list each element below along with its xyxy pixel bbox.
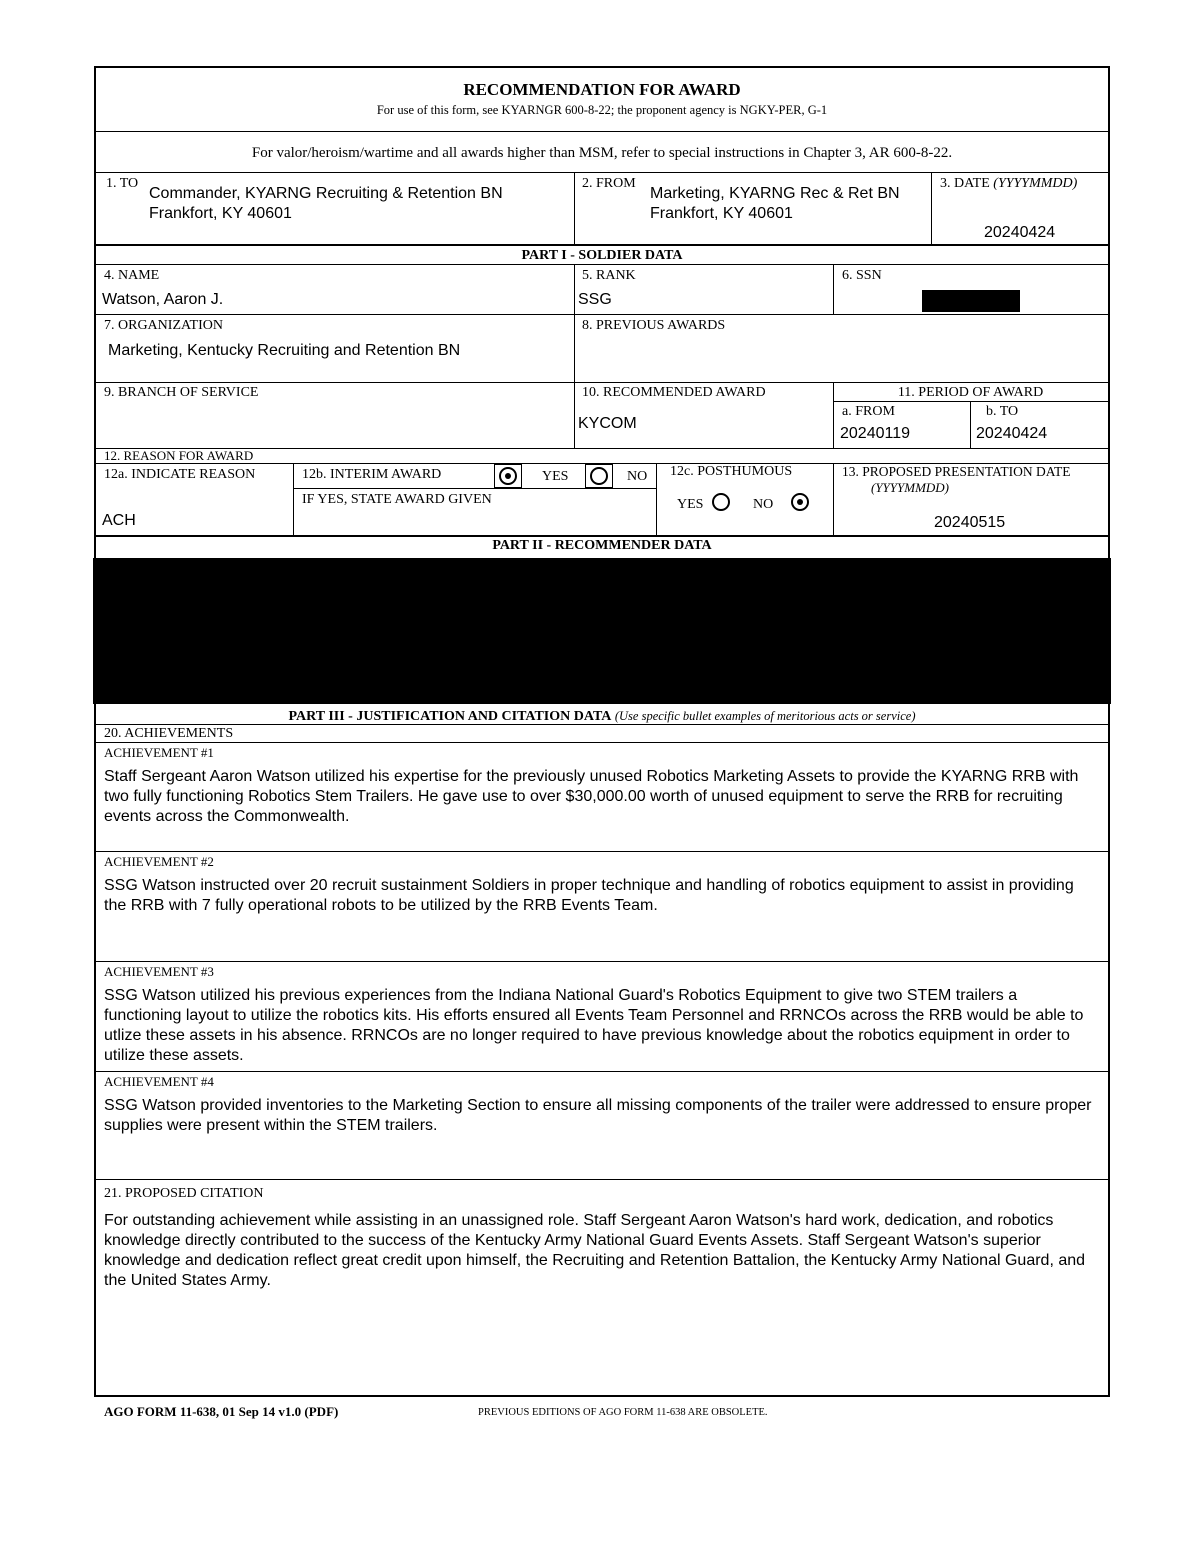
presentation-format: (YYYYMMDD): [871, 480, 950, 495]
interim-yes-radio[interactable]: [494, 464, 522, 488]
period-to-value: 20240424: [976, 425, 1048, 442]
interim-no-radio-dot: [590, 467, 608, 485]
period-from-value: 20240119: [840, 425, 910, 442]
to-line2: Frankfort, KY 40601: [149, 205, 292, 222]
prev-awards-label: 8. PREVIOUS AWARDS: [582, 318, 726, 333]
interim-no-radio[interactable]: [585, 464, 613, 488]
to-label: 1. TO: [106, 176, 139, 191]
from-line2: Frankfort, KY 40601: [650, 205, 793, 222]
special-instructions: For valor/heroism/wartime and all awards higher than MSM, refer to special instructions in Chapter 3, AR 600-8-22.: [251, 145, 953, 161]
name-label: 4. NAME: [104, 268, 160, 283]
rank-label: 5. RANK: [582, 268, 636, 283]
period-from-label: a. FROM: [842, 404, 895, 419]
part2-title: PART II - RECOMMENDER DATA: [492, 538, 712, 553]
from-label: 2. FROM: [582, 176, 636, 191]
rank-value: SSG: [578, 291, 612, 308]
org-label: 7. ORGANIZATION: [104, 318, 223, 333]
interim-yes-radio-dot: [499, 467, 517, 485]
achievement-1-label: ACHIEVEMENT #1: [104, 745, 214, 760]
rec-award-value: KYCOM: [578, 415, 637, 432]
part3-title: PART III - JUSTIFICATION AND CITATION DATA (Use specific bullet examples of meritorious acts or service): [288, 709, 916, 724]
posthumous-yes-label: YES: [677, 497, 704, 512]
achievement-4-text: SSG Watson provided inventories to the Marketing Section to ensure all missing components of the trailer were addressed to ensure proper supplies were present within the STEM trailers.: [104, 1097, 1092, 1134]
period-label: 11. PERIOD OF AWARD: [897, 385, 1044, 400]
part1-title: PART I - SOLDIER DATA: [521, 248, 683, 263]
rec-award-label: 10. RECOMMENDED AWARD: [582, 385, 766, 400]
form-subtitle: For use of this form, see KYARNGR 600-8-22; the proponent agency is NGKY-PER, G-1: [376, 103, 828, 117]
form-title: RECOMMENDATION FOR AWARD: [463, 80, 741, 99]
reason-indicate-label: 12a. INDICATE REASON: [104, 467, 256, 482]
org-value: Marketing, Kentucky Recruiting and Retention BN: [108, 342, 461, 359]
from-line1: Marketing, KYARNG Rec & Ret BN: [650, 185, 900, 202]
date-label: 3. DATE (YYYYMMDD): [940, 176, 1078, 191]
achievement-2-text: SSG Watson instructed over 20 recruit sustainment Soldiers in proper technique and handling of robotics equipment to assist in providing the RRB with 7 fully operational robots to be utilized by the RRB Events Team.: [104, 877, 1074, 914]
to-line1: Commander, KYARNG Recruiting & Retention BN: [149, 185, 503, 202]
interim-no-label: NO: [627, 469, 648, 484]
period-to-label: b. TO: [986, 404, 1019, 419]
citation-label: 21. PROPOSED CITATION: [104, 1186, 264, 1201]
obsolete-note: PREVIOUS EDITIONS OF AGO FORM 11-638 ARE OBSOLETE.: [478, 1407, 768, 1418]
name-value: Watson, Aaron J.: [102, 291, 224, 308]
award-form: [94, 66, 1110, 1397]
reason-label: 12. REASON FOR AWARD: [104, 448, 254, 463]
achievements-label: 20. ACHIEVEMENTS: [104, 726, 234, 741]
ssn-redaction: [922, 290, 1020, 312]
achievement-3-label: ACHIEVEMENT #3: [104, 964, 214, 979]
date-value: 20240424: [984, 224, 1056, 241]
reason-value: ACH: [102, 512, 136, 529]
presentation-value: 20240515: [934, 514, 1006, 531]
interim-state-label: IF YES, STATE AWARD GIVEN: [302, 492, 492, 507]
posthumous-label: 12c. POSTHUMOUS: [670, 464, 793, 479]
posthumous-no-label: NO: [753, 497, 774, 512]
form-id: AGO FORM 11-638, 01 Sep 14 v1.0 (PDF): [104, 1404, 339, 1419]
achievement-2-label: ACHIEVEMENT #2: [104, 854, 214, 869]
branch-label: 9. BRANCH OF SERVICE: [104, 385, 259, 400]
presentation-label: 13. PROPOSED PRESENTATION DATE: [842, 464, 1071, 479]
citation-text: For outstanding achievement while assisting in an unassigned role. Staff Sergeant Aaron Watson's hard work, dedication, and robotics knowledge directly contributed to the success of the Kentucky Army National Guard Events Assets. Staff Sergeant Watson's superior knowledge and dedication reflect great credit upon himself, the Recruiting and Retention Battalion, the Kentucky Army National Guard, and the United States Army.: [104, 1212, 1086, 1289]
ssn-label: 6. SSN: [842, 268, 882, 283]
achievement-4-label: ACHIEVEMENT #4: [104, 1074, 214, 1089]
posthumous-yes-radio[interactable]: [712, 493, 730, 511]
recommender-redaction: [93, 558, 1111, 704]
interim-yes-label: YES: [542, 469, 569, 484]
posthumous-no-radio[interactable]: [791, 493, 809, 511]
achievement-1-text: Staff Sergeant Aaron Watson utilized his expertise for the previously unused Robotics Marketing Assets to provide the KYARNG RRB with two fully functioning Robotics Stem Trailers. He gave use to over $30,000.00 worth of unused equipment to serve the RRB for recruiting events across the Commonwealth.: [104, 768, 1079, 825]
achievement-3-text: SSG Watson utilized his previous experiences from the Indiana National Guard's Robotics Equipment to give two STEM trailers a functioning layout to utilize the robotics kits. His efforts ensured all Events Team Personnel and RRNCOs across the RRB would be able to utlize these assets in his absence. RRNCOs are no longer required to have previous knowledge about the robotics equipment in order to utilize these assets.: [104, 987, 1084, 1064]
interim-label: 12b. INTERIM AWARD: [302, 467, 442, 482]
